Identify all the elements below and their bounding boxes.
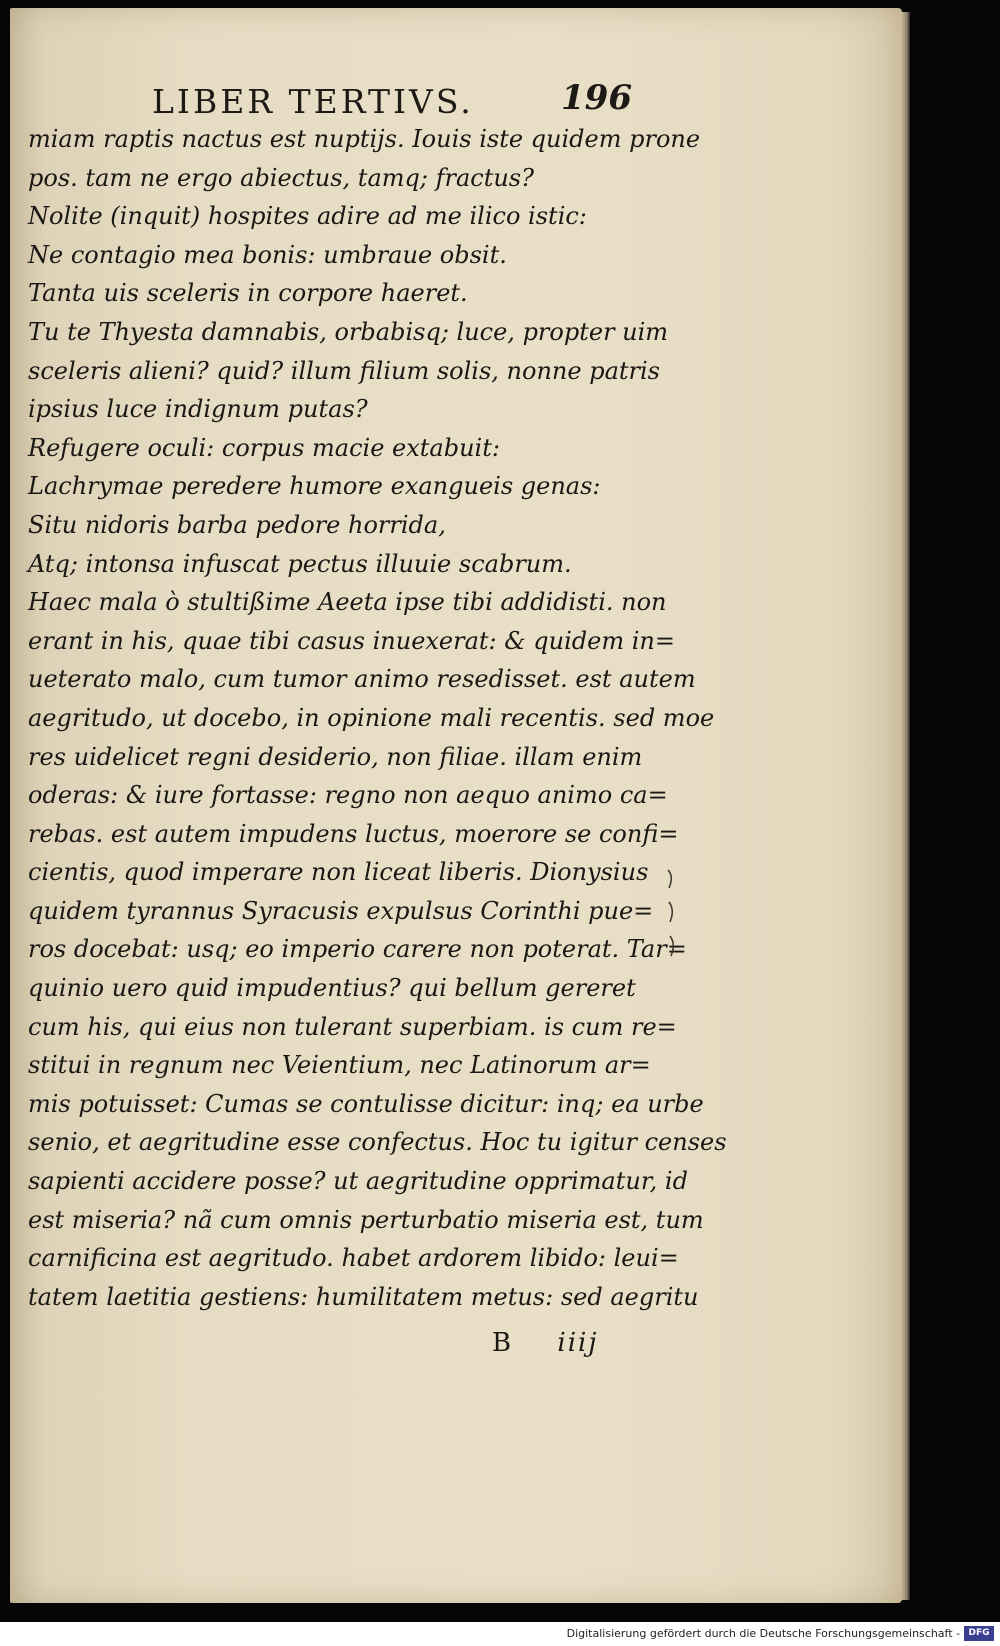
signature-number: iiij — [557, 1328, 599, 1358]
text-line: quinio uero quid impudentius? qui bellum gereret — [28, 974, 636, 1003]
text-line: sapienti accidere posse? ut aegritudine opprimatur, id — [28, 1167, 688, 1196]
text-line: ueterato malo, cum tumor animo resedisset. est autem — [28, 665, 696, 694]
text-line: oderas: & iure fortasse: regno non aequo animo ca= — [28, 781, 668, 810]
text-line: Tu te Thyesta damnabis, orbabisq; luce, propter uim — [28, 317, 669, 346]
text-line: est miseria? nã cum omnis perturbatio miseria est, tum — [28, 1205, 704, 1234]
text-line: Haec mala ò stultißime Aeeta ipse tibi addidisti. non — [28, 588, 667, 617]
text-line: pos. tam ne ergo abiectus, tamq; fractus? — [28, 163, 534, 192]
text-line: Refugere oculi: corpus macie extabuit: — [28, 433, 500, 462]
text-line: sceleris alieni? quid? illum filium solis, nonne patris — [28, 356, 660, 385]
marginal-bracket-marks — [666, 866, 680, 962]
text-line: cum his, qui eius non tulerant superbiam. is cum re= — [28, 1012, 677, 1041]
text-line: Situ nidoris barba pedore horrida, — [28, 510, 446, 539]
text-line: erant in his, quae tibi casus inuexerat: & quidem in= — [28, 626, 675, 655]
text-line: Tanta uis sceleris in corpore haeret. — [28, 279, 468, 308]
signature-letter: B — [492, 1328, 514, 1358]
text-line: tatem laetitia gestiens: humilitatem metus: sed aegritu — [28, 1282, 699, 1311]
text-line: Ne contagio mea bonis: umbraue obsit. — [28, 240, 507, 269]
text-line: senio, et aegritudine esse confectus. Hoc tu igitur censes — [28, 1128, 727, 1157]
text-line: cientis, quod imperare non liceat liberis. Dionysius — [28, 858, 649, 887]
bracket-mark-icon — [666, 866, 680, 962]
text-line: Nolite (inquit) hospites adire ad me ilico istic: — [28, 202, 587, 231]
text-line: ros docebat: usq; eo imperio carere non poterat. Tar= — [28, 935, 687, 964]
text-line: quidem tyrannus Syracusis expulsus Corinthi pue= — [28, 896, 654, 925]
page-edge — [902, 12, 910, 1600]
text-line: Lachrymae peredere humore exangueis genas: — [28, 472, 601, 501]
text-line: stitui in regnum nec Veientium, nec Latinorum ar= — [28, 1051, 651, 1080]
text-line: Atq; intonsa infuscat pectus illuuie scabrum. — [28, 549, 572, 578]
body-text — [28, 120, 727, 1316]
text-line: mis potuisset: Cumas se contulisse dicitur: inq; ea urbe — [28, 1089, 704, 1118]
digitization-footer — [0, 1622, 1000, 1646]
footer-credit: Digitalisierung gefördert durch die Deutsche Forschungsgemeinschaft - — [566, 1627, 960, 1640]
text-line: res uidelicet regni desiderio, non filiae. illam enim — [28, 742, 643, 771]
text-line: aegritudo, ut docebo, in opinione mali recentis. sed moe — [28, 703, 715, 732]
dfg-logo: DFG — [964, 1626, 994, 1641]
text-line: miam raptis nactus est nuptijs. Iouis iste quidem prone — [28, 125, 701, 153]
signature-mark — [492, 1328, 598, 1358]
folio-number: 196 — [561, 78, 632, 118]
text-line: rebas. est autem impudens luctus, moerore se confi= — [28, 819, 679, 848]
text-line: ipsius luce indignum putas? — [28, 395, 368, 424]
text-line: carnificina est aegritudo. habet ardorem libido: leui= — [28, 1244, 679, 1273]
running-title: LIBER TERTIVS. — [152, 82, 474, 121]
